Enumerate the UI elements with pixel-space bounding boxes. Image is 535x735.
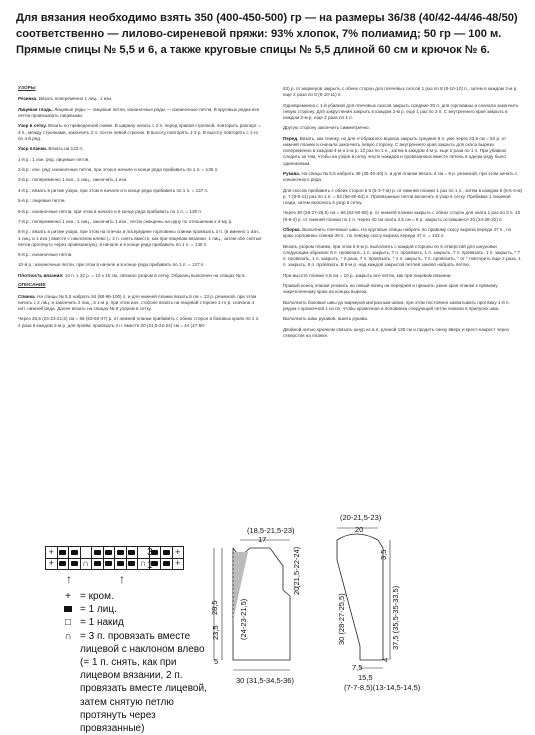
paragraph-r6: Вязать узором планки, при этом в 5-м р. выполнить с каждой стороны по 5 отверстий для шнуровки следующим образом: 6 п. провязать, 1 п. закрыть, 7 п. провязать, 1 п. закрыть, 7 п. провязать, 1 п. закрыть, * 7 п. провязать, 1 п. закрыть, * 2 раза, 7 п. провязать, * 1 п. закрыть, 7 п. провязать, * от * повторить еще 2 раза, 1 п. закрыть, 6 п. провязать. В 6-м р. над каждой закрытой петлей заново набрать петлю.	[283, 243, 521, 268]
text-pered: Вязать, как спинку, но для V-образного выреза закрыть средние 8 п. уже через 23,5 см = 52 р. от нижней планки и сначала закончить левую сторону. С внутреннего края закрыть для скоса выреза попеременно в каждом 4-м и 2-м р. 12 раз по 1 п., затем в каждом 4-м р. еще 2 раза по 1 п. При убавках следить за тем, чтобы на узоре в сетку число накидов и провязанных вместе петель в одном ряду было одинаковым.	[283, 135, 507, 166]
row-4: 4-й р.: вязать в ритме узора, при этом в начале и в конце ряда прибавить по 1 п. = 137 п.	[18, 187, 209, 193]
three-together-cell: ∩	[80, 558, 92, 570]
row-3: 3-й р.: попеременно 1 изн., 1 лиц., закончить 1 изн.	[18, 177, 128, 183]
heading-sborka: Сборка.	[283, 226, 301, 232]
dim-top-2: 17	[258, 535, 267, 544]
row-2: 2-й р.: изн. ряд: изнаночные петли, при этом в начале и конце ряда прибавить по 1 п. = 135 п.	[18, 166, 219, 172]
dim-bottom-left-2: 5	[214, 657, 219, 666]
kromka-cell: +	[46, 547, 58, 559]
kromka-cell: +	[172, 547, 184, 559]
heading-spinka: Спинка.	[18, 293, 36, 299]
text-setka: Вязать по приведенной схеме. В ширину начать с 2 п. перед правой стрелкой, повторить раппорт = 4 п., между стрелками, закончить 2 п. после левой стрелки. В высоту повторять 1-3 р. В высоту повторять с 1-го по 4-й ряд.	[18, 123, 261, 141]
text-sborka: Выполнить плечевые швы. На круговые спицы набрать по правому скосу выреза переда 47 п., по краю горловины спинки 39 п., по левому скосу выреза переда 47 п. = 133 п.	[283, 226, 512, 239]
row-number-1: 1	[147, 560, 153, 571]
heading-plotnost: Плотность вязания:	[18, 272, 64, 278]
kromka-symbol-icon: +	[65, 591, 71, 602]
sleeve-dim-r1: 3,5	[379, 549, 388, 560]
sleeve-dim-bottom-1: 15,5	[358, 673, 373, 682]
paragraph-r5: Через 30 (28-27-25,5) см = 66 (62-60-56) р. от нижней планки закрыть с обеих сторон для оката 1 раз по 3 п. 10 (8-6-4) р. от нижней планки по 1 п. Через 40 см оката 3,5 см = 8 р. закрыть оставшиеся 20 (24-28-32) п.	[283, 210, 521, 222]
text-rukava: На спицы № 5,5 набрать 38 (36-40-40) п. и для планки вязать 4 см = 9 р. резинкой, при этом начать с изнаночного ряда.	[283, 170, 518, 183]
heading-pered: Перед.	[283, 135, 299, 141]
dim-bottom-left-1: 28,5	[210, 600, 219, 615]
text-plotnost: 14 п. х 22 р. = 10 х 10 см, связано узором в сетку. Образец выполнен на спицах № 6.	[64, 272, 246, 278]
sleeve-dim-top-2: 20	[355, 525, 364, 534]
paragraph-r7: При высоте планки 4,5 см = 10 р. закрыть все петли, как при лицевом вязании.	[283, 272, 452, 278]
heading-rezinka: Резинка.	[18, 96, 38, 102]
sleeve-dim-bottom-2: (7-7-8,5)(13-14,5-14,5)	[344, 683, 421, 692]
three-together-cell: ∩	[138, 558, 150, 570]
dim-left-2: (21,5-22-24)	[292, 546, 301, 588]
page-title: Для вязания необходимо взять 350 (400-450-500) гр — на размеры 36/38 (40/42-44/46-48/50) соответственно — лилово-сиреневой пряжи: 93% хлопок, 7% полиамид; 50 гр — 100 м. Прямые спицы № 5,5 и 6, а также круговые спицы № 5,5 длиной 60 см и крючок № 6.	[16, 12, 518, 56]
text-planka: Вязать на 133 п.	[48, 146, 84, 152]
row-5: 5-й р.: лицевые петли.	[18, 198, 66, 204]
paragraph-spinka-2: Через 25,5 (24-23-21,5) см = 56 (53-50-47) р. от нижней планки прибавить с обеих сторон в боковых краях по 1 п. 4 раза в каждом 2-м р. для пройм, провязать 3 п. вместе 20 (21,5-22-24) см = 44 (47-50-	[18, 316, 260, 328]
sleeve-dim-r4: 4	[381, 657, 390, 662]
sleeve-dim-r2: 30 (28-27-25,5)	[337, 593, 346, 645]
three-together-icon: ∩	[64, 630, 72, 642]
heading-planka: Узор планки.	[18, 146, 48, 152]
dim-top-1: (18,5-21,5-23)	[247, 526, 295, 535]
paragraph-r2: Одновременно с 1-й убавкой для плечевых скосов закрыть средние 20 п. для горловины и сначала закончить левую сторону. Для закругления закрыть в каждом 2-м р. еще 1 раз по 2 п. С внутреннего края закрыть в каждом 2-м р. еще 2 раза по 1 п.	[283, 102, 519, 120]
sleeve-dim-bottom-3: 7,5	[352, 663, 363, 672]
row-10: 10-й р.: изнаночные петли, при этом в начале и в конце ряда прибавить по 1 п. = 137 п.	[18, 262, 205, 268]
heading-glad: Лицевая гладь.	[18, 106, 53, 112]
text-glad: Лицевые ряды — лицевые петли, изнаночные ряды — изнаночные петли. В круговых рядах все петли провязывать лицевыми.	[18, 106, 260, 118]
row-6: 6-й р.: изнаночные петли, при этом в начале и в конце ряда прибавить по 1 п. = 139 п.	[18, 208, 203, 214]
row-8: 8-й р.: вязать в ритме узора, при этом на плечах и посередине горловины спинки провязать 3 п. (в именно 1 изн., 1 лиц. и 1 изн.) вместе с наклоном влево (= 2 п. снять вместе, как при лицевом вязании, 1 лиц., затем обе снятые петли протянуть через провязанную), в начале и в конце ряда прибавить по 1 п. = 135 п.	[18, 229, 262, 247]
row-9: 9-й р.: изнаночные петли.	[18, 252, 73, 258]
paragraph-r8: Правый конец планки уложить на левый конец на передней и пришить узкие края планки к прямому закрепленному краю на концах выреза.	[283, 282, 498, 295]
heading-setka: Узор в сетку.	[18, 123, 47, 129]
paragraph-r11: Двойной нитью крючком связать шнур из в.п. длиной 135 см и продеть снизу вверх и крест-накрест через отверстия на планке.	[283, 326, 509, 338]
dim-bottom: 30 (31,5-34,5-36)	[236, 676, 294, 685]
row-7: 7-й р.: попеременно 1 изн., 1 лиц., закончить 1 изн.; петли смещены на одну по отношению к 3-му р.	[18, 218, 233, 224]
dim-left-4: (24-23-21,5)	[239, 598, 248, 640]
paragraph-r10: Выполнить швы рукавов, вшить рукава.	[283, 316, 369, 322]
arrow-left-icon: ↑	[66, 572, 72, 586]
paragraph-r4: Для скосов прибавить с обеих сторон в 5 (5-3-7-м) р. от нижней планки 1 раз по 1 п., затем в каждом 8 (6-6-4-м) р. 7 (9-9-11) раз по 1 п. = 52 (56-60-64) п. Провязанные петли включать в узор в сетку. Прибавки 1 лицевой глади, затем включать в узор в сетку.	[283, 187, 523, 205]
sleeve-dim-r3: 37,5 (35,5-35-33,5)	[391, 585, 400, 650]
kromka-cell: +	[46, 558, 58, 570]
dim-left-1: 20	[292, 586, 301, 595]
kromka-cell: +	[172, 558, 184, 570]
dim-left-3: 23,5	[211, 625, 220, 640]
arrow-right-icon: ↑	[119, 572, 125, 586]
yarn-over-icon: □	[64, 617, 72, 629]
section-title-uzory: УЗОРЫ	[18, 86, 36, 91]
paragraph-r1: 53) р. от маркеров закрыть с обеих сторон для плечевых скосов 1 раз по 8 (8-10-10) п., затем в каждом 2-м р. еще 2 раза по 8 (9-10-11) п.	[283, 86, 518, 98]
legend-three-text: = 3 п. провязать вместе лицевой с наклоном влево (= 1 п. снять, как при лицевом вязании, 2 п. провязать вместе лицевой, затем снятую петлю протянуть через провязанные)	[80, 630, 207, 735]
heading-rukava: Рукава.	[283, 170, 301, 176]
sleeve-dim-top: (20-21,5-23)	[340, 513, 382, 522]
legend-kromka-text: = кром.	[80, 591, 114, 602]
legend-lic-text: = 1 лиц.	[80, 604, 117, 616]
row-1: 1-й р.: 1 изн. ряд: лицевые петли.	[18, 156, 90, 162]
section-title-opisanie: ОПИСАНИЕ	[18, 283, 46, 289]
paragraph-r9: Выполнить боковые швы до маркеров матрасным швом, при этом постоянно захватывать протяжку 1-й п. рядом с кромочной 1 из по, чтобы кромочная и половинка следующей петли лежали в припуске шва.	[283, 299, 510, 311]
paragraph-r3: Другую сторону закончить симметрично.	[283, 125, 370, 131]
text-rezinka: Вязать попеременно 1 лиц., 1 изн.	[38, 96, 113, 102]
legend-nakid-text: = 1 накид	[80, 617, 124, 629]
row-number-3: 3	[147, 547, 153, 558]
text-spinka: На спицы № 5,5 набрать 84 (88-96-100) п. и для нижней планки вязать 5 см = 13 р. резинкой, при этом начать с 2 лиц. и закончить 2 лиц.; в 1-м р. при этом изн. стороне вязать на лицевой стороне 1-го р. сначала 4 нит. нижней ряда. Далее вязать на спицах № 6 узором в сетку.	[18, 293, 257, 312]
